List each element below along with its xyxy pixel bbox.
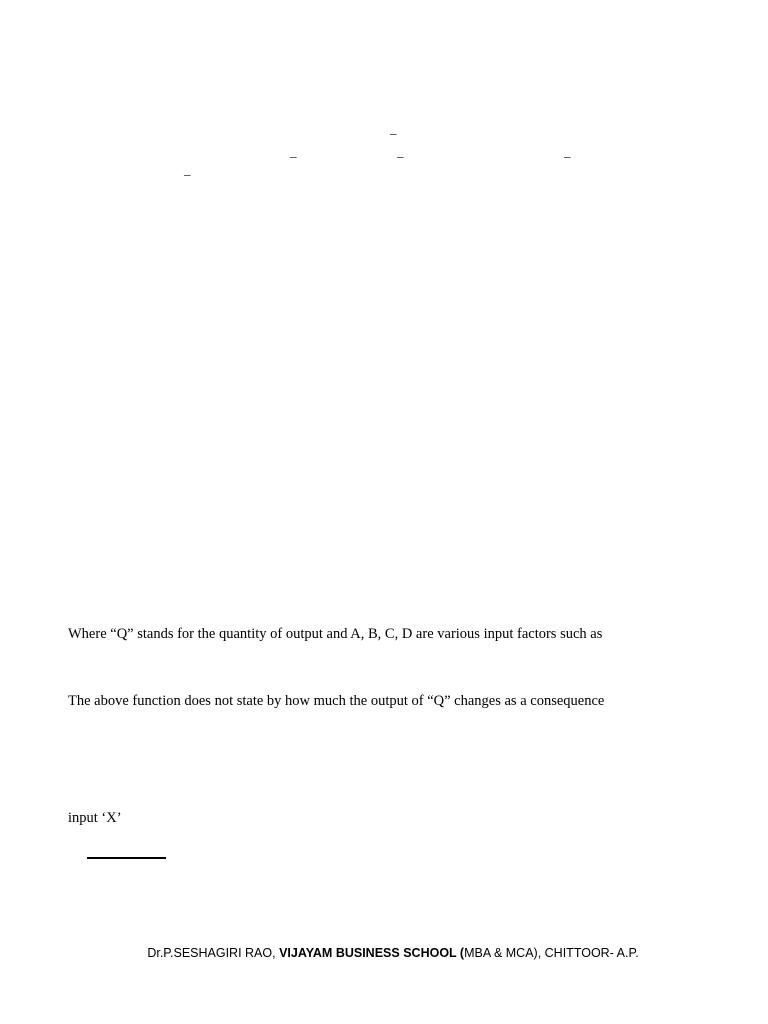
footer-author: Dr.P.SESHAGIRI RAO,: [147, 946, 280, 960]
formula-fragment: _: [184, 162, 191, 177]
formula-fragment: _: [397, 144, 404, 159]
body-text-line: Where “Q” stands for the quantity of output and A, B, C, D are various input factors such as: [68, 626, 603, 642]
footnote-separator: [87, 857, 166, 859]
formula-fragment: _: [564, 144, 571, 159]
footer-school: VIJAYAM BUSINESS SCHOOL (: [279, 946, 465, 960]
body-text-line: The above function does not state by how much the output of “Q” changes as a consequence: [68, 693, 605, 709]
formula-fragment: _: [290, 144, 297, 159]
body-text-line: input ‘X’: [68, 810, 122, 826]
page-footer: [0, 944, 768, 962]
formula-fragment: _: [390, 121, 397, 136]
footer-programs: MBA & MCA), CHITTOOR- A.P.: [464, 946, 639, 960]
